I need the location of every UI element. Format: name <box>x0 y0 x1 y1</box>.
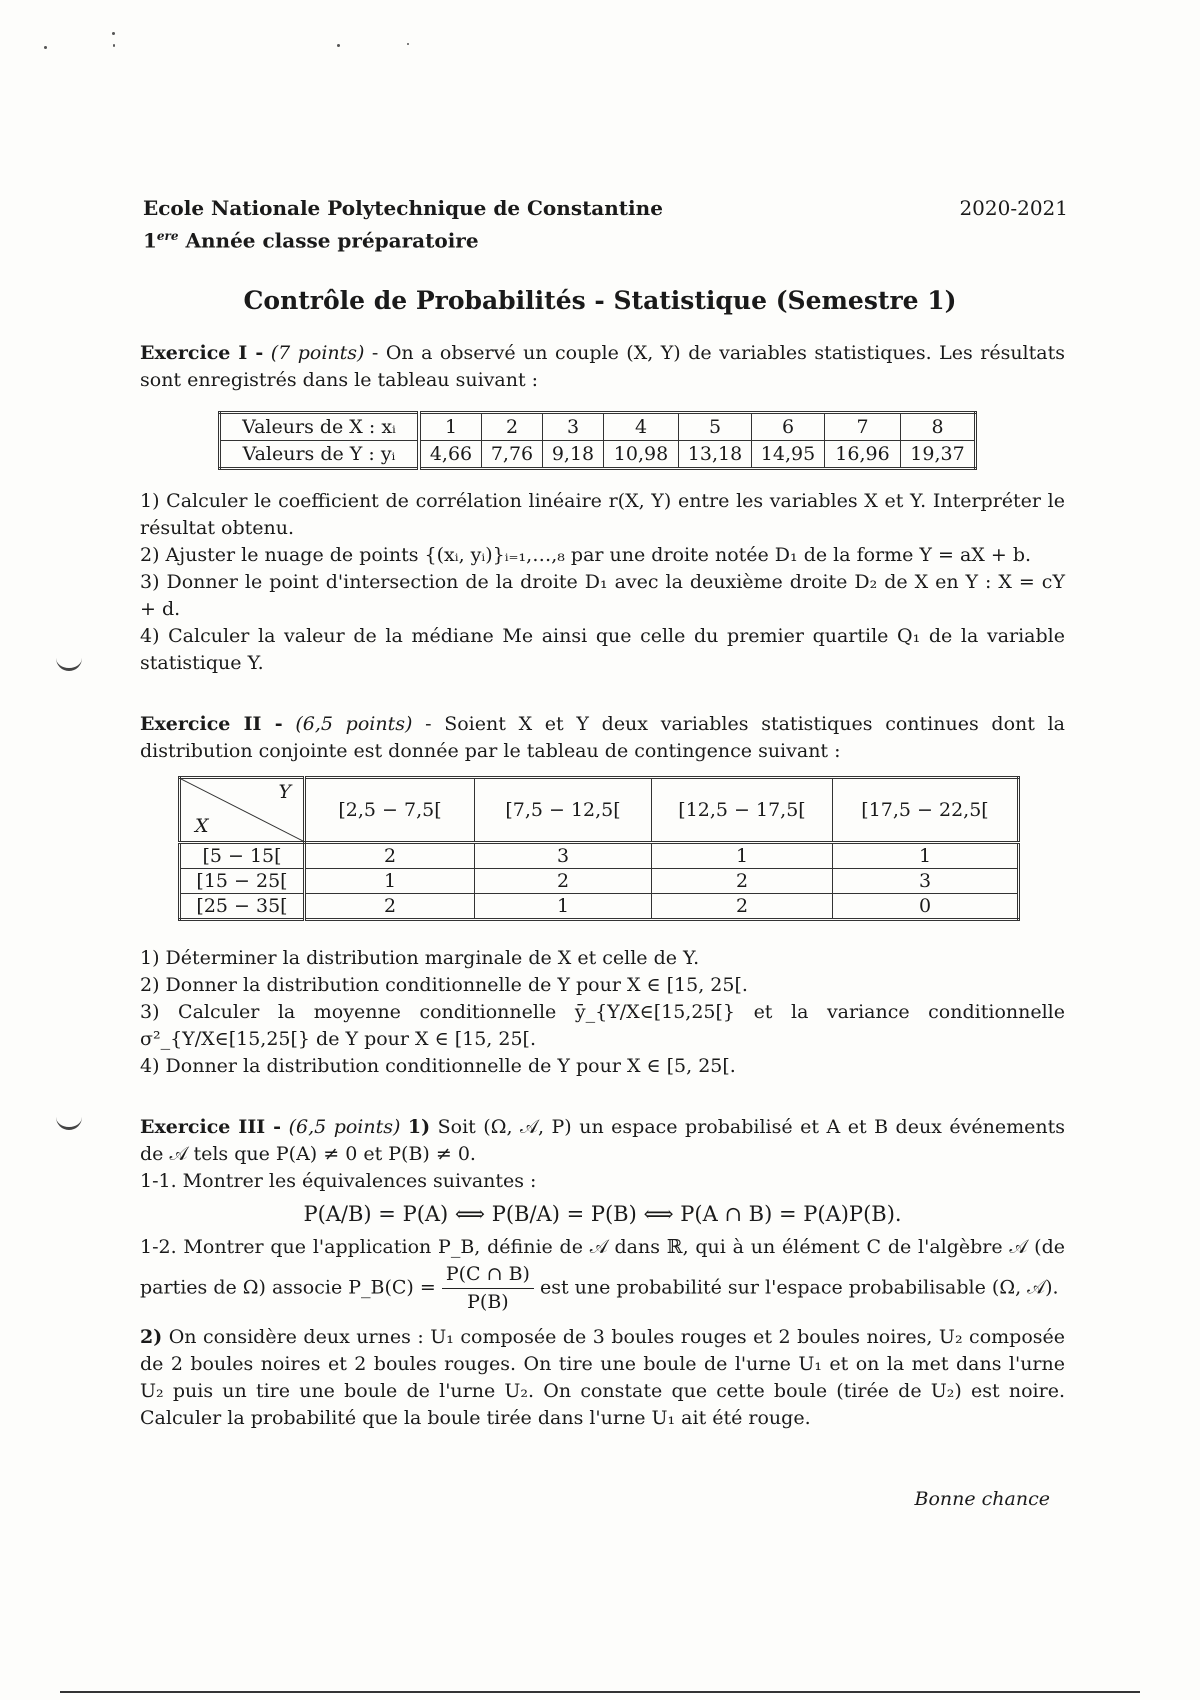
ex1-question-3: 3) Donner le point d'intersection de la droite D₁ avec la deuxième droite D₂ de X en Y : X = cY + d. <box>140 571 1065 620</box>
row-header: [25 − 35[ <box>180 894 305 920</box>
row-x-label: Valeurs de X : xᵢ <box>220 413 420 441</box>
ex2-question-4: 4) Donner la distribution conditionnelle de Y pour X ∈ [5, 25[. <box>140 1055 736 1077</box>
ex3-part2-number: 2) <box>140 1326 163 1348</box>
x-value: 8 <box>901 413 976 441</box>
ex3-section <box>140 1114 1065 1432</box>
column-header: [2,5 − 7,5[ <box>305 778 475 843</box>
table-cell: 0 <box>833 894 1019 920</box>
ex3-points: (6,5 points) <box>288 1116 401 1138</box>
ex3-part1-text: Soit (Ω, 𝒜, P) un espace probabilisé et A et B deux événements de 𝒜 tels que P(A) ≠ 0 et P(B) ≠ 0. <box>140 1116 1065 1165</box>
ex1-intro-text: - On a observé un couple (X, Y) de variables statistiques. Les résultats sont enregistrés dans le tableau suivant : <box>140 342 1065 391</box>
table-cell: 1 <box>652 843 833 869</box>
ex1-points: (7 points) <box>270 342 365 364</box>
ex2-question-3: 3) Calculer la moyenne conditionnelle ȳ_{Y/X∈[15,25[} et la variance conditionnelle σ²_{Y/X∈[15,25[} de Y pour X ∈ [15, 25[. <box>140 1001 1065 1050</box>
ex1-questions <box>140 488 1065 677</box>
ex1-question-2: 2) Ajuster le nuage de points {(xᵢ, yᵢ)}ᵢ₌₁,…,₈ par une droite notée D₁ de la forme Y = aX + b. <box>140 544 1032 566</box>
table-cell: 2 <box>305 843 475 869</box>
x-value: 2 <box>482 413 543 441</box>
table-cell: 2 <box>475 869 652 894</box>
ex1-intro <box>140 340 1065 394</box>
y-value: 9,18 <box>543 441 604 469</box>
table-row <box>220 413 976 441</box>
ex2-questions <box>140 945 1065 1080</box>
table-cell: 2 <box>305 894 475 920</box>
y-value: 14,95 <box>752 441 825 469</box>
x-value: 4 <box>604 413 679 441</box>
closing-text: Bonne chance <box>914 1488 1050 1510</box>
x-value: 3 <box>543 413 604 441</box>
staple-mark-1 <box>56 654 82 671</box>
table-header-row <box>180 778 1019 843</box>
table-row <box>180 894 1019 920</box>
x-value: 5 <box>679 413 752 441</box>
y-value: 10,98 <box>604 441 679 469</box>
ex3-part1-number: 1) <box>407 1116 431 1138</box>
table-cell: 1 <box>475 894 652 920</box>
row-header: [5 − 15[ <box>180 843 305 869</box>
x-value: 1 <box>419 413 482 441</box>
row-header: [15 − 25[ <box>180 869 305 894</box>
ex3-part1-intro <box>140 1114 1065 1168</box>
staple-mark-2 <box>56 1113 82 1130</box>
ex2-title: Exercice II - <box>140 713 283 735</box>
document-header <box>143 194 1068 255</box>
row-y-label: Valeurs de Y : yᵢ <box>220 441 420 469</box>
ex2-points: (6,5 points) <box>295 713 413 735</box>
page-title: Contrôle de Probabilités - Statistique (Semestre 1) <box>243 286 957 315</box>
corner-y-label: Y <box>278 781 291 803</box>
table-cell: 3 <box>475 843 652 869</box>
bottom-rule <box>60 1691 1140 1693</box>
y-value: 16,96 <box>825 441 901 469</box>
ex2-intro <box>140 711 1065 765</box>
ex3-part2 <box>140 1324 1065 1432</box>
table-corner <box>180 778 305 843</box>
ex2-contingency-table <box>178 776 1020 921</box>
academic-year: 2020-2021 <box>959 196 1068 220</box>
table-row <box>180 869 1019 894</box>
table-cell: 3 <box>833 869 1019 894</box>
y-value: 4,66 <box>419 441 482 469</box>
x-value: 6 <box>752 413 825 441</box>
ex1-question-1: 1) Calculer le coefficient de corrélation linéaire r(X, Y) entre les variables X et Y. Interpréter le résultat obtenu. <box>140 490 1065 539</box>
probability-fraction: $\frac{P(C \cap B)}{P(B)}$ <box>442 1261 534 1316</box>
table-cell: 2 <box>652 894 833 920</box>
ex3-part2-text: On considère deux urnes : U₁ composée de 3 boules rouges et 2 boules noires, U₂ composée de 2 boules noires et 2 boules rouges. On tire une boule de l'urne U₁ et on la met dans l'urne U₂ puis un tire une boule de l'urne U₂. On constate que cette boule (tirée de U₂) est noire. Calculer la probabilité que la boule tirée dans l'urne U₁ ait été rouge. <box>140 1326 1065 1429</box>
table-cell: 2 <box>652 869 833 894</box>
scan-specks <box>0 0 1200 120</box>
ex1-question-4: 4) Calculer la valeur de la médiane Me ainsi que celle du premier quartile Q₁ de la variable statistique Y. <box>140 625 1065 674</box>
school-name: Ecole Nationale Polytechnique de Constantine <box>143 196 663 220</box>
table-cell: 1 <box>833 843 1019 869</box>
equivalence-formula: P(A/B) = P(A) ⟺ P(B/A) = P(B) ⟺ P(A ∩ B) = P(A)P(B). <box>303 1202 902 1226</box>
y-value: 7,76 <box>482 441 543 469</box>
ex1-data-table <box>218 411 977 470</box>
ex3-title: Exercice III - <box>140 1116 282 1138</box>
x-value: 7 <box>825 413 901 441</box>
ex2-question-1: 1) Déterminer la distribution marginale de X et celle de Y. <box>140 947 700 969</box>
ex2-intro-text: - Soient X et Y deux variables statistiques continues dont la distribution conjointe est donnée par le tableau de contingence suivant : <box>140 713 1066 762</box>
y-value: 13,18 <box>679 441 752 469</box>
column-header: [12,5 − 17,5[ <box>652 778 833 843</box>
column-header: [7,5 − 12,5[ <box>475 778 652 843</box>
class-level: 1ere Année classe préparatoire <box>143 228 479 253</box>
ex1-title: Exercice I - <box>140 342 264 364</box>
table-cell: 1 <box>305 869 475 894</box>
table-row <box>180 843 1019 869</box>
ex3-question-1-2: 1-2. Montrer que l'application P_B, définie de 𝒜 dans ℝ, qui à un élément C de l'algèbre 𝒜 (de parties de Ω) associe P_B(C) = $\frac{P(C \cap B)}{P(B)}$ est une probabilité sur l'espace probabilisable (Ω, 𝒜). <box>140 1234 1065 1316</box>
column-header: [17,5 − 22,5[ <box>833 778 1019 843</box>
ex3-question-1-1: 1-1. Montrer les équivalences suivantes : <box>140 1170 537 1192</box>
ex2-question-2: 2) Donner la distribution conditionnelle de Y pour X ∈ [15, 25[. <box>140 974 748 996</box>
y-value: 19,37 <box>901 441 976 469</box>
corner-x-label: X <box>195 815 209 837</box>
table-row <box>220 441 976 469</box>
